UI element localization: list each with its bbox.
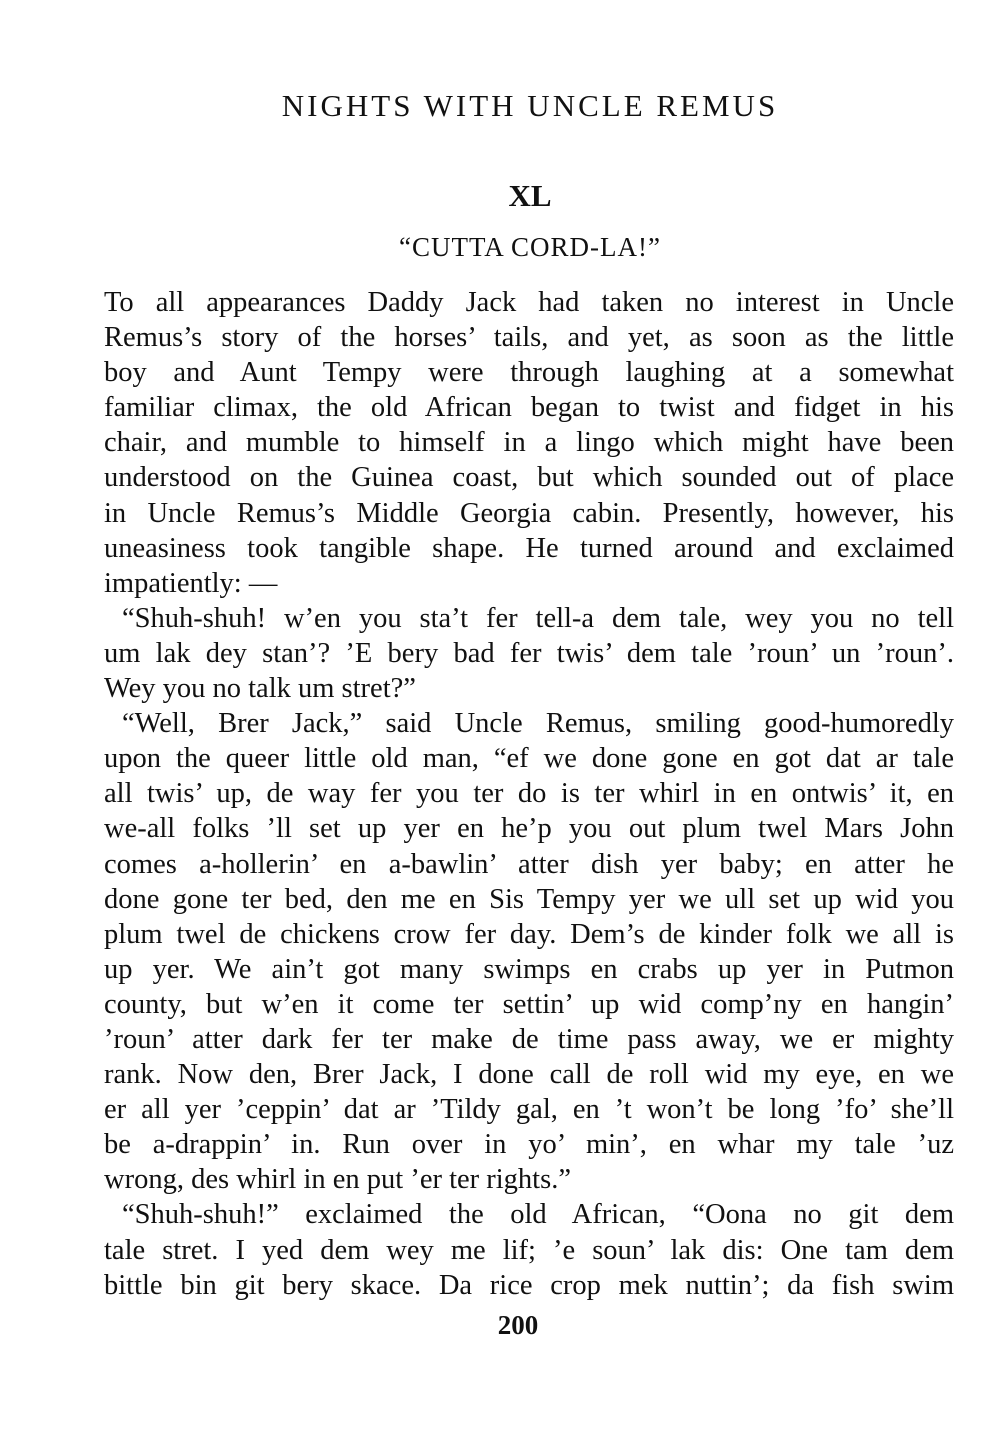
text-line: understood on the Guinea coast, but which sounded out of place (104, 462, 954, 494)
text-line: done gone ter bed, den me en Sis Tempy yer we ull set up wid you (104, 883, 954, 915)
text-line: plum twel de chickens crow fer day. Dem’s de kinder folk we all is (104, 918, 954, 950)
text-line: we-all folks ’ll set up yer en he’p you out plum twel Mars John (104, 813, 954, 845)
text-line: boy and Aunt Tempy were through laughing at a somewhat (104, 357, 954, 389)
text-line: “Shuh-shuh!” exclaimed the old African, “Oona no git dem (122, 1199, 954, 1231)
text-line: in Uncle Remus’s Middle Georgia cabin. Presently, however, his (104, 497, 954, 529)
text-line: county, but w’en it come ter settin’ up wid comp’ny en hangin’ (104, 988, 954, 1020)
text-line: Remus’s story of the horses’ tails, and yet, as soon as the little (104, 322, 954, 354)
text-line: um lak dey stan’? ’E bery bad fer twis’ dem tale ’roun’ un ’roun’. (104, 637, 954, 669)
text-line: wrong, des whirl in en put ’er ter rights.” (104, 1164, 571, 1196)
text-line: uneasiness took tangible shape. He turned around and exclaimed (104, 532, 954, 564)
text-line: impatiently: — (104, 567, 278, 599)
text-line: bittle bin git bery skace. Da rice crop mek nuttin’; da fish swim (104, 1269, 954, 1301)
text-line: “Well, Brer Jack,” said Uncle Remus, smiling good-humoredly (122, 708, 954, 740)
text-line: rank. Now den, Brer Jack, I done call de roll wid my eye, en we (104, 1059, 954, 1091)
text-line: up yer. We ain’t got many swimps en crabs up yer in Putmon (104, 953, 954, 985)
text-line: ’roun’ atter dark fer ter make de time pass away, we er mighty (104, 1023, 954, 1055)
text-line: er all yer ’ceppin’ dat ar ’Tildy gal, en ’t won’t be long ’fo’ she’ll (104, 1094, 954, 1126)
chapter-title: “CUTTA CORD-LA!” (398, 232, 662, 262)
text-line: chair, and mumble to himself in a lingo which might have been (104, 427, 954, 459)
body-text (104, 285, 954, 1303)
text-line: all twis’ up, de way fer you ter do is ter whirl in en ontwis’ it, en (104, 778, 954, 810)
text-line: To all appearances Daddy Jack had taken no interest in Uncle (104, 287, 954, 318)
text-line: comes a-hollerin’ en a-bawlin’ atter dish yer baby; en atter he (104, 848, 954, 880)
chapter-number: XL (508, 178, 552, 213)
text-line: familiar climax, the old African began to twist and fidget in his (104, 392, 954, 424)
text-line: “Shuh-shuh! w’en you sta’t fer tell-a dem tale, wey you no tell (122, 602, 954, 634)
page-number: 200 (497, 1310, 539, 1340)
text-line: tale stret. I yed dem wey me lif; ’e soun’ lak dis: One tam dem (104, 1234, 954, 1266)
text-line: be a-drappin’ in. Run over in yo’ min’, en whar my tale ’uz (104, 1129, 954, 1161)
running-head: NIGHTS WITH UNCLE REMUS (281, 88, 779, 123)
text-line: upon the queer little old man, “ef we done gone en got dat ar tale (104, 743, 954, 775)
text-line: Wey you no talk um stret?” (104, 673, 416, 705)
